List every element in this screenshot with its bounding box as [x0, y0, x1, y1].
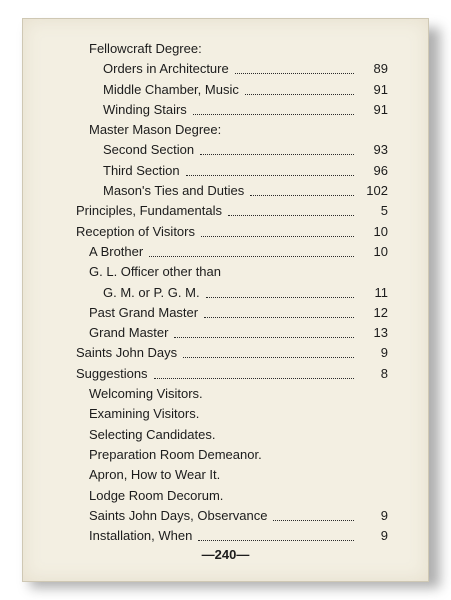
entry-label: G. M. or P. G. M.	[103, 284, 200, 300]
index-entry	[23, 59, 428, 79]
entry-label: Third Section	[103, 162, 180, 178]
entry-page-number: 9	[380, 507, 388, 523]
index-entry	[23, 39, 428, 59]
dot-leader	[154, 378, 354, 379]
entry-label: Orders in Architecture	[103, 61, 229, 77]
index-entry	[23, 161, 428, 181]
entry-page-number: 93	[373, 142, 388, 158]
index-entry	[23, 120, 428, 140]
dot-leader	[193, 114, 354, 115]
page-number: —240—	[201, 547, 250, 562]
index-entries	[23, 39, 428, 546]
dot-leader	[149, 256, 354, 257]
entry-label: Preparation Room Demeanor.	[89, 446, 262, 462]
index-entry	[23, 343, 428, 363]
entry-page-number: 10	[373, 223, 388, 239]
index-entry	[23, 465, 428, 485]
index-entry	[23, 486, 428, 506]
entry-page-number: 8	[380, 365, 388, 381]
index-entry	[23, 80, 428, 100]
entry-label: Master Mason Degree:	[89, 122, 222, 138]
entry-page-number: 91	[373, 81, 388, 97]
book-page	[22, 18, 429, 582]
dot-leader	[201, 236, 354, 237]
dot-leader	[245, 94, 354, 95]
entry-label: Lodge Room Decorum.	[89, 487, 224, 503]
entry-page-number: 96	[373, 162, 388, 178]
dot-leader	[228, 215, 354, 216]
entry-label: Grand Master	[89, 325, 169, 341]
entry-label: A Brother	[89, 243, 144, 259]
entry-label: Reception of Visitors	[76, 223, 195, 239]
entry-page-number: 13	[373, 325, 388, 341]
index-entry	[23, 222, 428, 242]
entry-label: Principles, Fundamentals	[76, 203, 222, 219]
entry-page-number: 11	[374, 284, 388, 300]
dot-leader	[198, 540, 354, 541]
entry-page-number: 9	[380, 345, 388, 361]
index-entry	[23, 201, 428, 221]
entry-label: Mason's Ties and Duties	[103, 183, 245, 199]
dot-leader	[186, 175, 354, 176]
dot-leader	[250, 195, 354, 196]
index-entry	[23, 425, 428, 445]
entry-page-number: 102	[366, 183, 388, 199]
index-entry	[23, 283, 428, 303]
entry-page-number: 9	[380, 528, 388, 544]
index-entry	[23, 364, 428, 384]
index-entry	[23, 181, 428, 201]
index-entry	[23, 140, 428, 160]
entry-label: Second Section	[103, 142, 195, 158]
entry-label: Welcoming Visitors.	[89, 386, 203, 402]
entry-label: Winding Stairs	[103, 101, 187, 117]
index-entry	[23, 384, 428, 404]
entry-page-number: 12	[373, 304, 388, 320]
index-entry	[23, 100, 428, 120]
dot-leader	[174, 337, 354, 338]
dot-leader	[235, 73, 354, 74]
entry-label: Examining Visitors.	[89, 406, 200, 422]
entry-label: Fellowcraft Degree:	[89, 41, 202, 56]
entry-label: Installation, When	[89, 528, 193, 544]
entry-label: Saints John Days	[76, 345, 178, 361]
index-entry	[23, 506, 428, 526]
dot-leader	[206, 297, 354, 298]
dot-leader	[200, 154, 354, 155]
dot-leader	[204, 317, 354, 318]
index-entry	[23, 303, 428, 323]
index-entry	[23, 445, 428, 465]
entry-label: Middle Chamber, Music	[103, 81, 239, 97]
entry-page-number: 10	[373, 243, 388, 259]
entry-label: Selecting Candidates.	[89, 426, 216, 442]
dot-leader	[183, 357, 354, 358]
entry-page-number: 5	[380, 203, 388, 219]
entry-page-number: 89	[373, 61, 388, 77]
index-entry	[23, 404, 428, 424]
entry-label: G. L. Officer other than	[89, 264, 221, 280]
entry-label: Suggestions	[76, 365, 148, 381]
index-entry	[23, 526, 428, 546]
entry-page-number: 91	[373, 101, 388, 117]
entry-label: Apron, How to Wear It.	[89, 467, 221, 483]
index-entry	[23, 323, 428, 343]
entry-label: Saints John Days, Observance	[89, 507, 268, 523]
index-entry	[23, 242, 428, 262]
dot-leader	[273, 520, 354, 521]
index-entry	[23, 262, 428, 282]
entry-label: Past Grand Master	[89, 304, 199, 320]
